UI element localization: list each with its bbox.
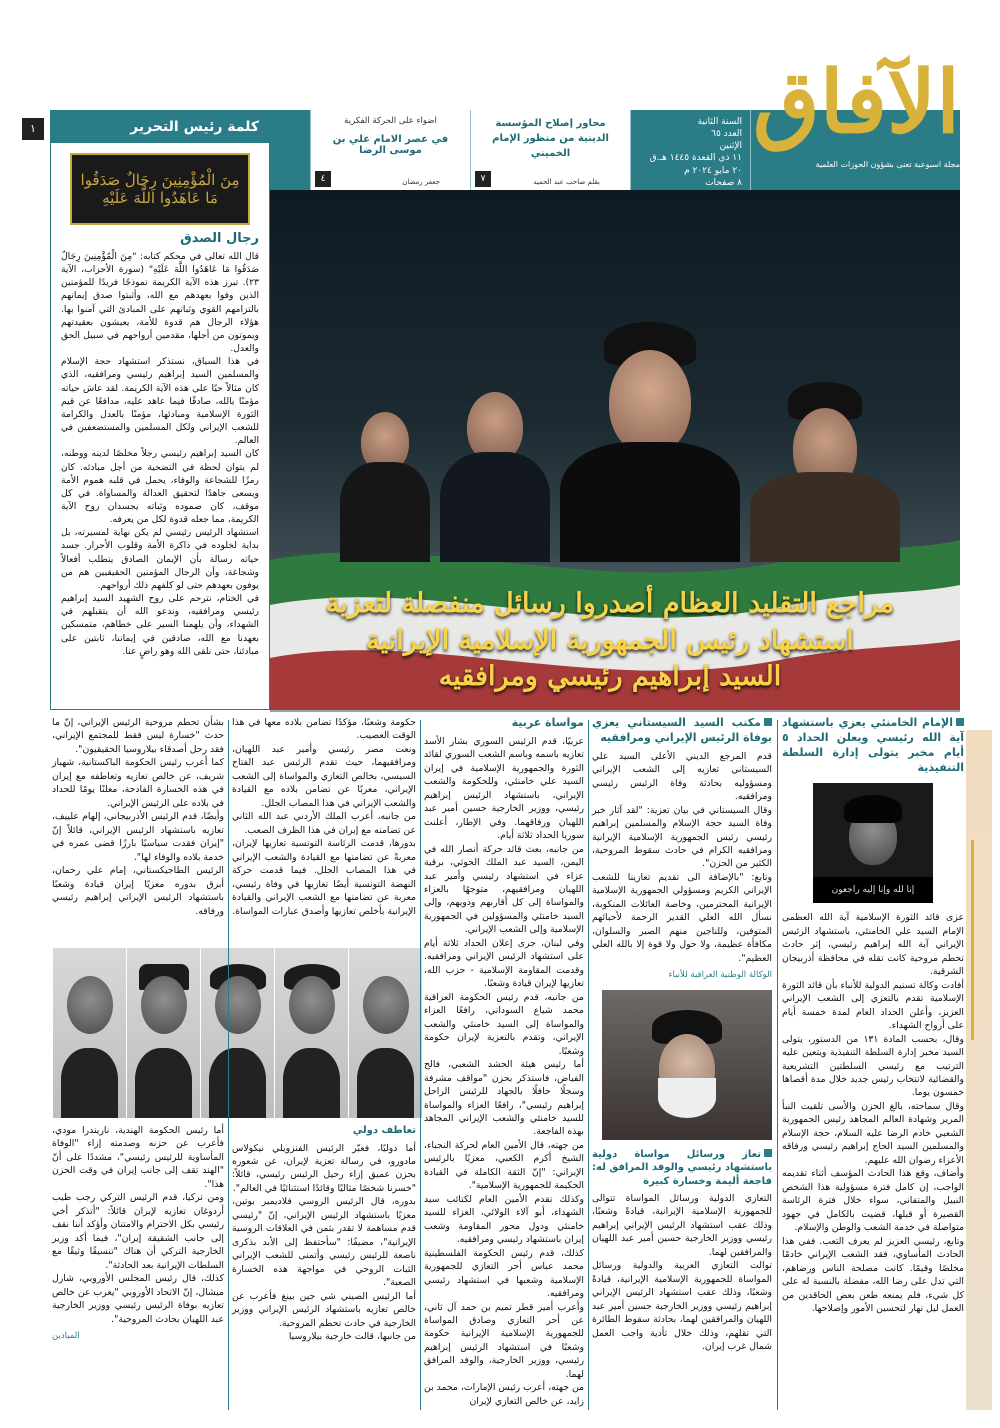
feature-page-number: ٤ [315, 171, 331, 187]
article-title-text: الإمام الخامنئي يعزي باستشهاد آية الله رئيسي ويعلن الحداد ٥ أيام مخبر يتولى إدارة السلطة التنفيذية [782, 716, 964, 774]
headline-line: استشهاد رئيس الجمهورية الإسلامية الإيرانية [366, 624, 854, 656]
paragraph: من جانبها، قالت خارجية بيلاروسيا [288, 1331, 416, 1343]
face [609, 350, 691, 454]
issue-info-line: العدد ٦٥ [711, 129, 742, 140]
portrait-man-2 [440, 352, 550, 562]
feature-title: في عصر الامام علي بن موسى الرضا [332, 134, 449, 156]
newspaper-logo: الآفاق [753, 52, 960, 153]
column-divider [777, 720, 778, 1410]
issue-info-line: ٨ صفحات [705, 177, 742, 188]
headline-line: مراجع التقليد العظام أصدروا رسائل منفصلة لتعزية [325, 587, 895, 619]
face [141, 976, 187, 1034]
paragraph: وأضاف، وقع هذا الحادث المؤسف أثناء تقديمه الواجب، إن كامل فترة مسؤولية هذا الشخص النبيل والمتفاني، سواء خلال فترة الرئاسة القصيرة أو قبلها، قضيت بالكامل في جهود متواصلة في خدمة الشعب والوطن والإسلام. [782, 1168, 964, 1234]
paragraph: وكذلك تقدم الأمين العام لكتائب سيد الشهداء، أبو آلاء الولائي، العزاء للسيد خامنئي ودول محور المقاومة وشعب إيران باستشهاد رئيسي ومرافقيه. [424, 1193, 584, 1246]
paragraph: وأيضًا، قدم الرئيس الأذربيجاني، إلهام علييف، تعازيه باستشهاد الرئيس الإيراني، قائلاً إنّ "إيران فقدت سياسيًا بارزًا قضى عمره في خدمة بلاده والوفاء لها". [52, 811, 224, 863]
calligraphy-panel [70, 153, 250, 225]
issue-info [630, 110, 750, 190]
section-title: مواساة عربية [511, 716, 584, 729]
feature-kicker: اضواء على الحركة الفكرية [344, 116, 437, 126]
portrait-bw-3 [200, 948, 274, 1118]
bullet-square-icon [956, 718, 964, 726]
paragraph: أما رئيس هيئة الحشد الشعبي، فالح الفياض، فاستذكر بحزن "مواقف مشرفة وسجلًا حافلًا بالجهاد للرئيس الراحل إبراهيم رئيسي"، رافعًا العزاء والمواساة للسيد خامنئي والشعب الإيراني المجاهد بهذه الفاجعة. [424, 1059, 584, 1138]
suit [440, 452, 550, 562]
article-title [782, 716, 964, 775]
face [289, 976, 335, 1034]
paragraph: كان السيد إبراهيم رئيسي رجلاً مخلصًا لدينه ووطنه، لم يتوان لحظة في التضحية من أجل مبادئه. كان رمزًا للشجاعة والوفاء، يحمل في قلبه هموم الأمة ويسعى جاهدًا لتحقيق العدالة والمساواة. في كل موقف، كان صموده وثباته يجسدان روح الآية الكريمة، مما جعله قدوة لكل من يعرفه. [61, 448, 259, 526]
feature-page-number: ٧ [475, 171, 491, 187]
paragraph: بشأن تحطم مروحية الرئيس الإيراني، إنّ ما حدث "خسارة ليس فقط للمجتمع الإيراني، فقد رحل أصدقاء بيلاروسيا الحقيقيون". [52, 717, 224, 755]
paragraph: وقال، بحسب المادة ١٣١ من الدستور، يتولى السيد مخبر إدارة السلطة التنفيذية ويتعين عليه الترتيب مع رئيسي السلطتين التشريعية والقضائية لانتخاب رئيس جديد خلال مدة أقصاها خمسون يوما. [782, 1033, 964, 1099]
issue-info-line: السنة الثانية [697, 117, 742, 127]
paragraph: توالت التعازي العربية والدولية ورسائل المواساة للجمهورية الإسلامية الإيرانية، قيادةً وشعبًا، وذلك عقب استشهاد الرئيس الإيراني إبراهيم رئيسي ووزير الخارجية حسين أمير عبد اللهيان والمرافقين لهما، بحادثة سقوط الطائرة التي تقلهم، وذلك خلال تأدية واجب العمل شمال غرب إيران. [592, 1260, 772, 1353]
paragraph: كذلك، قال رئيس المجلس الأوروبي، شارل ميشال، إنّ الاتحاد الأوروبي "يعرب عن خالص تعازيه بوفاة الرئيس رئيسي ووزير الخارجية عبد اللهيان بحادث المروحية". [52, 1273, 224, 1325]
feature-box-1[interactable] [470, 110, 630, 190]
feature-box-2[interactable] [310, 110, 470, 190]
paragraph: أما دوليًا، فعبّر الرئيس الفنزويلي نيكولاس مادورو، في رسالة تعزية لإيران، عن شعوره بحزن عميق إزاء رحيل الرئيس رئيسي، قائلاً: "خسرنا شخصًا مثاليًا وقائدًا استثنائيًا في العالم". [232, 1142, 416, 1194]
mourning-photo [813, 783, 933, 903]
white-beard [658, 1078, 716, 1118]
paragraph: في هذا السياق، نستذكر استشهاد حجة الإسلام والمسلمين السيد إبراهيم رئيسي ومرافقيه، الذي كان مثالاً حيًا على هذه الآية الكريمة. لقد عاش حياته مؤمنًا بالله، صادقًا فيما عاهد عليه، مدافعًا عن قيم الثورة الإسلامية ومبادئها، مؤمنًا بالعدل والكرامة للشعب الإيراني ولكل المسلمين والمستضعفين في العالم. [61, 356, 259, 447]
paragraph: عزى قائد الثورة الإسلامية آية الله العظمى الإمام السيد علي الخامنئي، باستشهاد الرئيس الإيراني آية الله إبراهيم رئيسي، إثر حادث تحطم مروحية كانت تقله في محافظة أذربيجان الشرقية. [782, 912, 964, 978]
editor-column-header [51, 113, 269, 143]
paragraph: قدم المرجع الديني الأعلى السيد علي السيستاني تعازيه إلى الشعب الإيراني ومسؤوليه بحادثة وفاة الرئيس رئيسي ومرافقيه. [592, 750, 772, 803]
page-number: ١ [22, 118, 44, 140]
editor-article-title: رجال الصدق [180, 231, 259, 246]
feature-author: بقلم صاحب عبد الحميد [533, 178, 600, 186]
robe [283, 1048, 340, 1118]
portrait-man-1 [340, 392, 430, 562]
article-sistani [592, 716, 772, 1354]
column-divider [588, 720, 589, 1410]
side-rail-decoration [966, 730, 992, 1410]
paragraph: من جانبه، قدم رئيس الحكومة العراقية محمد شياع السوداني، رافعًا العزاء والمواساة إلى السيد خامنئي والشعب الإيراني، وتقدم بالتعزية لإيران حكومة وشعبًا. [424, 991, 584, 1057]
paragraph: قال الله تعالى في محكم كتابه: "مِنَ الْمُؤْمِنِينَ رِجَالٌ صَدَقُوا مَا عَاهَدُوا اللَّهَ عَلَيْهِ" (سورة الأحزاب، الآية ٢٣). تبرز هذه الآية الكريمة نموذجًا فريدًا للمؤمنين الذين وفوا بعهدهم مع الله، وأثبتوا صدق إيمانهم بالتزامهم القوي وثباتهم على المبادئ التي آمنوا بها. هؤلاء الرجال هم قدوة للأمة، يعيشون بعقيدتهم ويموتون من أجلها، مقدمين أرواحهم في سبيل الحق والعدل. [61, 251, 259, 355]
article-col5-top [52, 716, 224, 918]
article-title [592, 716, 772, 746]
subtitle-text: تعاز ورسائل مواساة دولية باستشهاد رئيسي والوفد المرافق له: فاجعة أليمة وخسارة كبيرة [592, 1148, 772, 1187]
paragraph: وأعرب أمير قطر تميم بن حمد آل ثاني، عن أحر التعازي وصادق المواساة للجمهورية الإسلامية الإيرانية حكومة وشعبًا في استشهاد الرئيس إبراهيم رئيسي، ووزير الخارجية، والوفد المرافق لهما. [424, 1301, 584, 1380]
headline-line: السيد إبراهيم رئيسي ومرافقيه [438, 661, 782, 693]
main-headline [280, 586, 940, 696]
paragraph: وقال السيستاني في بيان تعزية: "لقد آثار خبر وفاة السيد حجة الإسلام والمسلمين إبراهيم رئيسي رئيس الجمهورية الإسلامية الإيرانية ومرافقيه الكرام في حادث سقوط المروحية، الكثير من الحزن". [592, 804, 772, 870]
newspaper-tagline: مجلة اسبوعية تعنى بشؤون الحوزات العلمية [815, 160, 960, 169]
feature-title: محاور إصلاح المؤسسة الدينية من منظور الإمام الخميني [492, 118, 609, 159]
paragraph: بدورها، قدمت الرئاسة التونسية تعازيها لإيران، معربةً عن تضامنها مع القيادة والشعب الإيراني في هذا المصاب الجلل. فيما قدمت حركة النهضة التونسية أيضًا تعازيها في وفاة رئيسي، معربة عن تضامنها مع الشعب الإيراني والقيادة الإيرانية بأخلص تعازيها وأصدق عبارات المواساة. [232, 838, 416, 917]
article-title-text: مكتب السيد السيستاني يعزي بوفاة الرئيس الإيراني ومرافقيه [592, 716, 772, 744]
calligraphy-text: مِنَ الْمُؤْمِنِينَ رِجَالٌ صَدَقُوا مَا عَاهَدُوا اللَّهَ عَلَيْهِ [80, 171, 240, 207]
column-divider [228, 720, 229, 1410]
article-source: الميادين [52, 1331, 80, 1342]
bullet-square-icon [764, 1149, 772, 1157]
issue-info-line: ١١ ذي القعدة ١٤٤٥ هـ.ق [649, 153, 742, 164]
paragraph: ونعت مصر رئيسي وأمير عبد اللهيان، ومرافقيهما، حيث تقدم الرئيس عبد الفتاح السيسي، بخالص التعازي والمواساة إلى الشعب الإيراني، معربًا عن تضامن بلاده مع القيادة والشعب الإيراني في هذا المصاب الجلل. [232, 743, 416, 809]
portrait-bw-4 [126, 948, 200, 1118]
turban [844, 795, 902, 823]
sistani-photo [602, 990, 772, 1140]
hero-photo-collage [270, 190, 960, 712]
paragraph: بدوره، قال الرئيس الروسي فلاديمير بوتين، معزيًا باستشهاد الرئيس الإيراني، إنّ "رئيسي قدم مساهمة لا تقدر بثمن في العلاقات الروسية الإيرانية"، مضيفًا: "سأحتفظ إلى الأبد بذكرى ناصعة للرئيس رئيسي وأتمنى للشعب الإيراني الثبات الروحي في مواجهة هذه الخسارة الصعبة". [232, 1196, 416, 1289]
rail-accent [971, 840, 987, 1040]
paragraph: الرئيس الطاجيكستاني، إمام علي رحمان، أبرق بدوره معزيًا إيران قيادة وشعبًا باستشهاد الرئيس الإيراني إبراهيم رئيسي ورفاقه. [52, 865, 224, 917]
column-divider [420, 720, 421, 1410]
editor-column [50, 112, 270, 710]
feature-author: جعفر رمضان [402, 178, 440, 186]
portrait-main-cleric [560, 292, 740, 562]
paragraph: من جانبه، بعث قائد حركة أنصار الله في اليمن، السيد عبد الملك الحوثي، برقية عزاء في استشهاد رئيسي وأمير عبد اللهيان ومرافقيهم، متوجهًا بالعزاء والمواساة إلى كل أقاربهم وذويهم، وإلى السيد خامنئي والمسؤولين في الجمهورية الإسلامية وإلى الشعب الإيراني. [424, 843, 584, 936]
paragraph: من جانبه، أعرب الملك الأردني عبد الله الثاني عن تضامنه مع إيران في هذا الظرف الصعب. [232, 811, 416, 836]
article-col4-top [232, 716, 416, 918]
portrait-bw-2 [274, 948, 348, 1118]
robe [209, 1048, 266, 1118]
editor-header-label: كلمة رئيس التحرير [130, 119, 259, 135]
paragraph: عربيًا، قدم الرئيس السوري بشار الأسد تعازيه باسمه وباسم الشعب السوري لقائد الثورة والجمهورية الإسلامية في إيران السيد علي خامنئي، وللحكومة والشعب الإيراني، باستشهاد الرئيس إبراهيم رئيسي، ووزير الخارجية حسين أمير عبد اللهيان ورفاقهما. وفي الإطار، أعلنت سوريا الحداد ثلاثة أيام. [424, 735, 584, 842]
suit [340, 462, 430, 562]
face [215, 976, 261, 1034]
paragraph: من جهته، قال الأمين العام لحركة النجباء، الشيخ أكرم الكعبي، معزيًا بالرئيس الإيراني: "إنّ الثقة الكاملة في القيادة الحكيمة للجمهورية الإسلامية". [424, 1139, 584, 1192]
paragraph: وفي لبنان، جرى إعلان الحداد ثلاثة أيام على استشهاد الرئيس الإيراني ومرافقيه. وقدمت المقاومة الإسلامية - حزب الله، تعازيها لإيران قيادة وشعبًا. [424, 937, 584, 990]
section-title: تعاطف دولي [352, 1125, 416, 1136]
paragraph: التعازي الدولية ورسائل المواساة تتوالى للجمهورية الإسلامية الإيرانية، قيادةً وشعبًا، وذلك عقب استشهاد الرئيس الإيراني إبراهيم رئيسي ووزير الخارجية حسين أمير عبد اللهيان والمرافقين لهما. [592, 1193, 772, 1258]
bullet-square-icon [764, 718, 772, 726]
issue-info-line: الإثنين [719, 141, 742, 152]
paragraph: كما أعرب رئيس الحكومة الباكستانية، شهباز شريف، عن خالص تعازيه وتعاطفه مع إيران في هذه الخسارة الفادحة، معلنًا يومًا للحداد في بلاده على الرئيس الإيراني. [52, 757, 224, 809]
portrait-bw-5 [52, 948, 126, 1118]
paragraph: كذلك، قدم رئيس الحكومة الفلسطينية محمد عباس أحر التعازي للجمهورية الإسلامية وشعبها في استشهاد رئيسي ومرافقيه. [424, 1247, 584, 1300]
paragraph: وقال سماحته، بالغ الحزن والأسى تلقيت النبأ المرير وشهادة العالم المجاهد رئيس الجمهورية الشعبي خادم الرضا عليه السلام، حجة الإسلام والمسلمين السيد الحاج إبراهيم رئيسي ورفاقه الأعزاء رضوان الله عليهم. [782, 1100, 964, 1166]
article-subtitle [592, 1148, 772, 1189]
robe [750, 472, 900, 562]
suit [61, 1048, 118, 1118]
portrait-elder-cleric [750, 342, 900, 562]
article-source: الوكالة الوطنية العراقية للأنباء [668, 970, 772, 981]
logo-area [750, 52, 960, 200]
paragraph: وتابع، رئيسي العزيز لم يعرف التعب. ففي هذا الحادث المأساوي، فقد الشعب الإيراني خادمًا مخلصًا وقيمًا. كانت مصلحة الناس ورضاهم، التي تدل على رضا الله، مفضلة بالنسبة له على كل شيء، فلم يمنعه طعن بعض الحاقدين من العمل ليل نهار لتحسين الأمور وإصلاحها. [782, 1235, 964, 1314]
article-arab-condolences [424, 716, 584, 1408]
face [67, 976, 113, 1034]
article-international [232, 1124, 416, 1344]
paragraph: في الختام، نترحم على روح الشهيد السيد إبراهيم رئيسي ومرافقيه، وندعو الله أن يتقبلهم في الشهداء، وأن يلهمنا السير على خطاهم، متمسكين بعهدنا مع الله، صادقين في إيماننا، ثابتين على مبادئنا، حتى نلقى الله وهو راضٍ عنا. [61, 593, 259, 657]
face [363, 976, 409, 1034]
editor-article-body [51, 250, 269, 658]
paragraph: أما الرئيس الصيني شي جين بينغ فأعرب عن خالص تعازيه باستشهاد الرئيس الإيراني ووزير الخارجية في حادث تحطم المروحية. [232, 1290, 416, 1329]
article-khamenei [782, 716, 964, 1315]
paragraph: وتابع: "بالإضافة الى تقديم تعازينا للشعب الإيراني الكريم ومسؤولي الجمهورية الإسلامية الإيرانية المحترمين، وخاصة العائلات المنكوبة، نسأل الله العلي القدير الرحمة لأحبائهم المتوفين، وللناجين منهم الصبر والسلوان، مكافأة عظيمة، ولا حول ولا قوة إلا بالله العلي العظيم". [592, 871, 772, 964]
issue-info-line: ٢٠ مايو ٢٠٢٤ م [684, 165, 742, 176]
mourning-caption: إنا لله وإنا إليه راجعون [813, 877, 933, 903]
paragraph: حكومة وشعبًا، مؤكدًا تضامن بلاده معها في هذا الوقت العصيب. [232, 717, 416, 742]
paragraph: أفادت وكالة تسنيم الدولية للأنباء بأن قائد الثورة الإسلامية تقدم بالتعزي إلى الشعب الإيراني العزيز، وأعلن الحداد العام لمدة خمسة أيام على أرواح الشهداء. [782, 979, 964, 1032]
suit [357, 1048, 414, 1118]
portrait-bw-1 [348, 948, 422, 1118]
portraits-strip [52, 948, 422, 1118]
paragraph: من جهته، أعرب رئيس الإمارات، محمد بن زايد، عن خالص التعازي لإيران [424, 1382, 584, 1407]
article-col5-bottom [52, 1124, 224, 1342]
paragraph: استشهاد الرئيس رئيسي لم يكن نهاية لمسيرته، بل بداية لخلوده في ذاكرة الأمة وقلوب الأحرار. جسد حياته رسالة بأن الإيمان الصادق يتطلب أفعالاً وشجاعة، وأن الرجال المؤمنين الحقيقيين هم من يوفون بعهدهم حتى لو كلفهم ذلك أرواحهم. [61, 527, 259, 591]
paragraph: أما رئيس الحكومة الهندية، ناريندرا مودي، فأعرب عن حزنه وصدمته إزاء "الوفاة المأساوية للرئيس رئيسي"، مشددًا على أنّ "الهند تقف إلى جانب إيران في وقت الحزن هذا". [52, 1125, 224, 1190]
uniform [135, 1048, 192, 1118]
robe [560, 442, 740, 562]
paragraph: ومن تركيا، قدم الرئيس التركي رجب طيب أردوغان تعازيه لإيران قائلاً: "أتذكر أخي رئيسي بكل الاحترام والامتنان وأؤكد أننا نقف إلى جانب الشقيقة إيران"، فيما أكد وزير الخارجية التركي أن هناك "تنسيقًا وثيقًا مع السلطات الإيرانية بعد الحادثة". [52, 1192, 224, 1271]
